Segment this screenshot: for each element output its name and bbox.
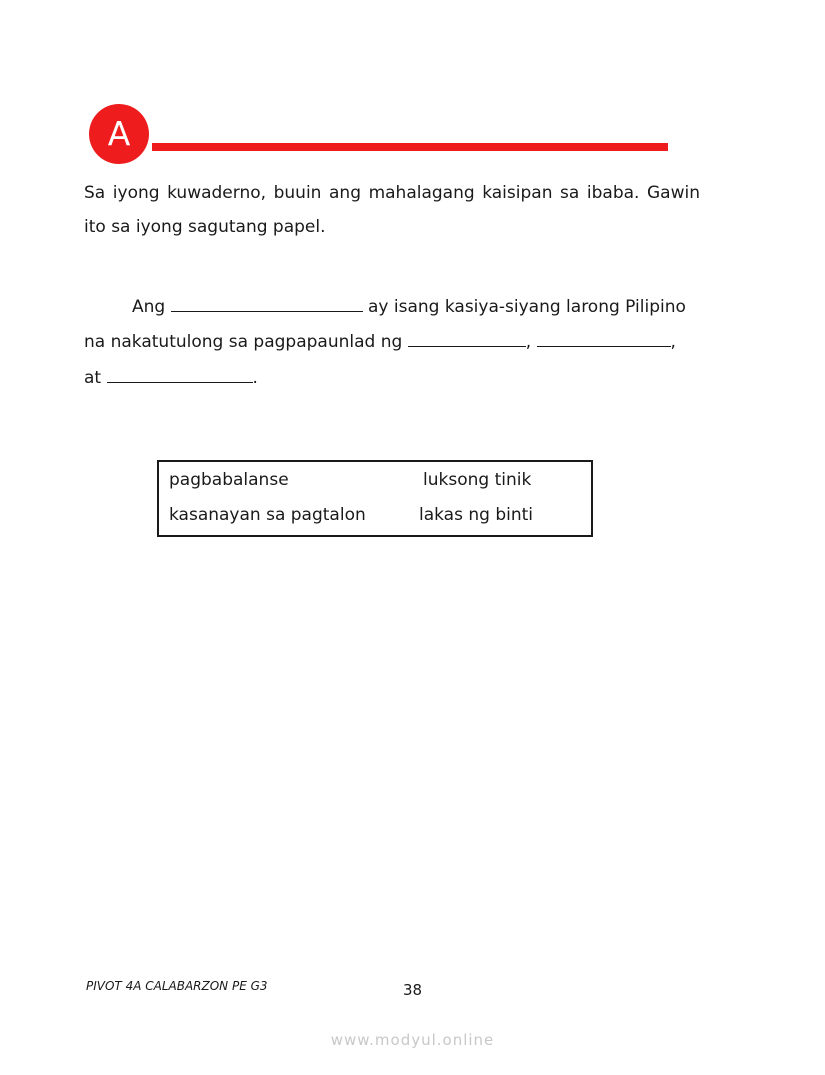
word-box [157, 460, 593, 537]
word-luksong-tinik: luksong tinik [423, 470, 532, 490]
instruction-text: Sa iyong kuwaderno, buuin ang mahalagang kaisipan sa ibaba. Gawin ito sa iyong sagutang papel. [84, 183, 700, 237]
comma-1: , [525, 332, 532, 352]
paragraph-text-2: na nakatutulong sa pagpapaunlad ng [84, 332, 403, 352]
paragraph-word-at: at [84, 368, 102, 388]
watermark: www.modyul.online [330, 1031, 495, 1049]
blank-4 [107, 364, 253, 383]
section-header-bar [152, 143, 668, 151]
paragraph-word-ang: Ang [132, 297, 166, 317]
period: . [252, 368, 258, 388]
section-badge: A [89, 104, 149, 164]
word-pagbabalanse: pagbabalanse [169, 470, 289, 490]
paragraph-line-3 [84, 360, 704, 396]
comma-2: , [670, 332, 676, 352]
paragraph-line-2 [84, 324, 704, 360]
blank-1 [171, 293, 363, 312]
blank-3 [537, 328, 671, 347]
word-kasanayan-sa-pagtalon: kasanayan sa pagtalon [169, 505, 366, 525]
page-number: 38 [403, 981, 423, 999]
paragraph-text-1: ay isang kasiya-siyang larong Pilipino [368, 297, 686, 317]
word-lakas-ng-binti: lakas ng binti [419, 505, 534, 525]
blank-2 [408, 328, 526, 347]
paragraph-line-1 [84, 289, 704, 325]
footer-source: PIVOT 4A CALABARZON PE G3 [86, 979, 268, 993]
